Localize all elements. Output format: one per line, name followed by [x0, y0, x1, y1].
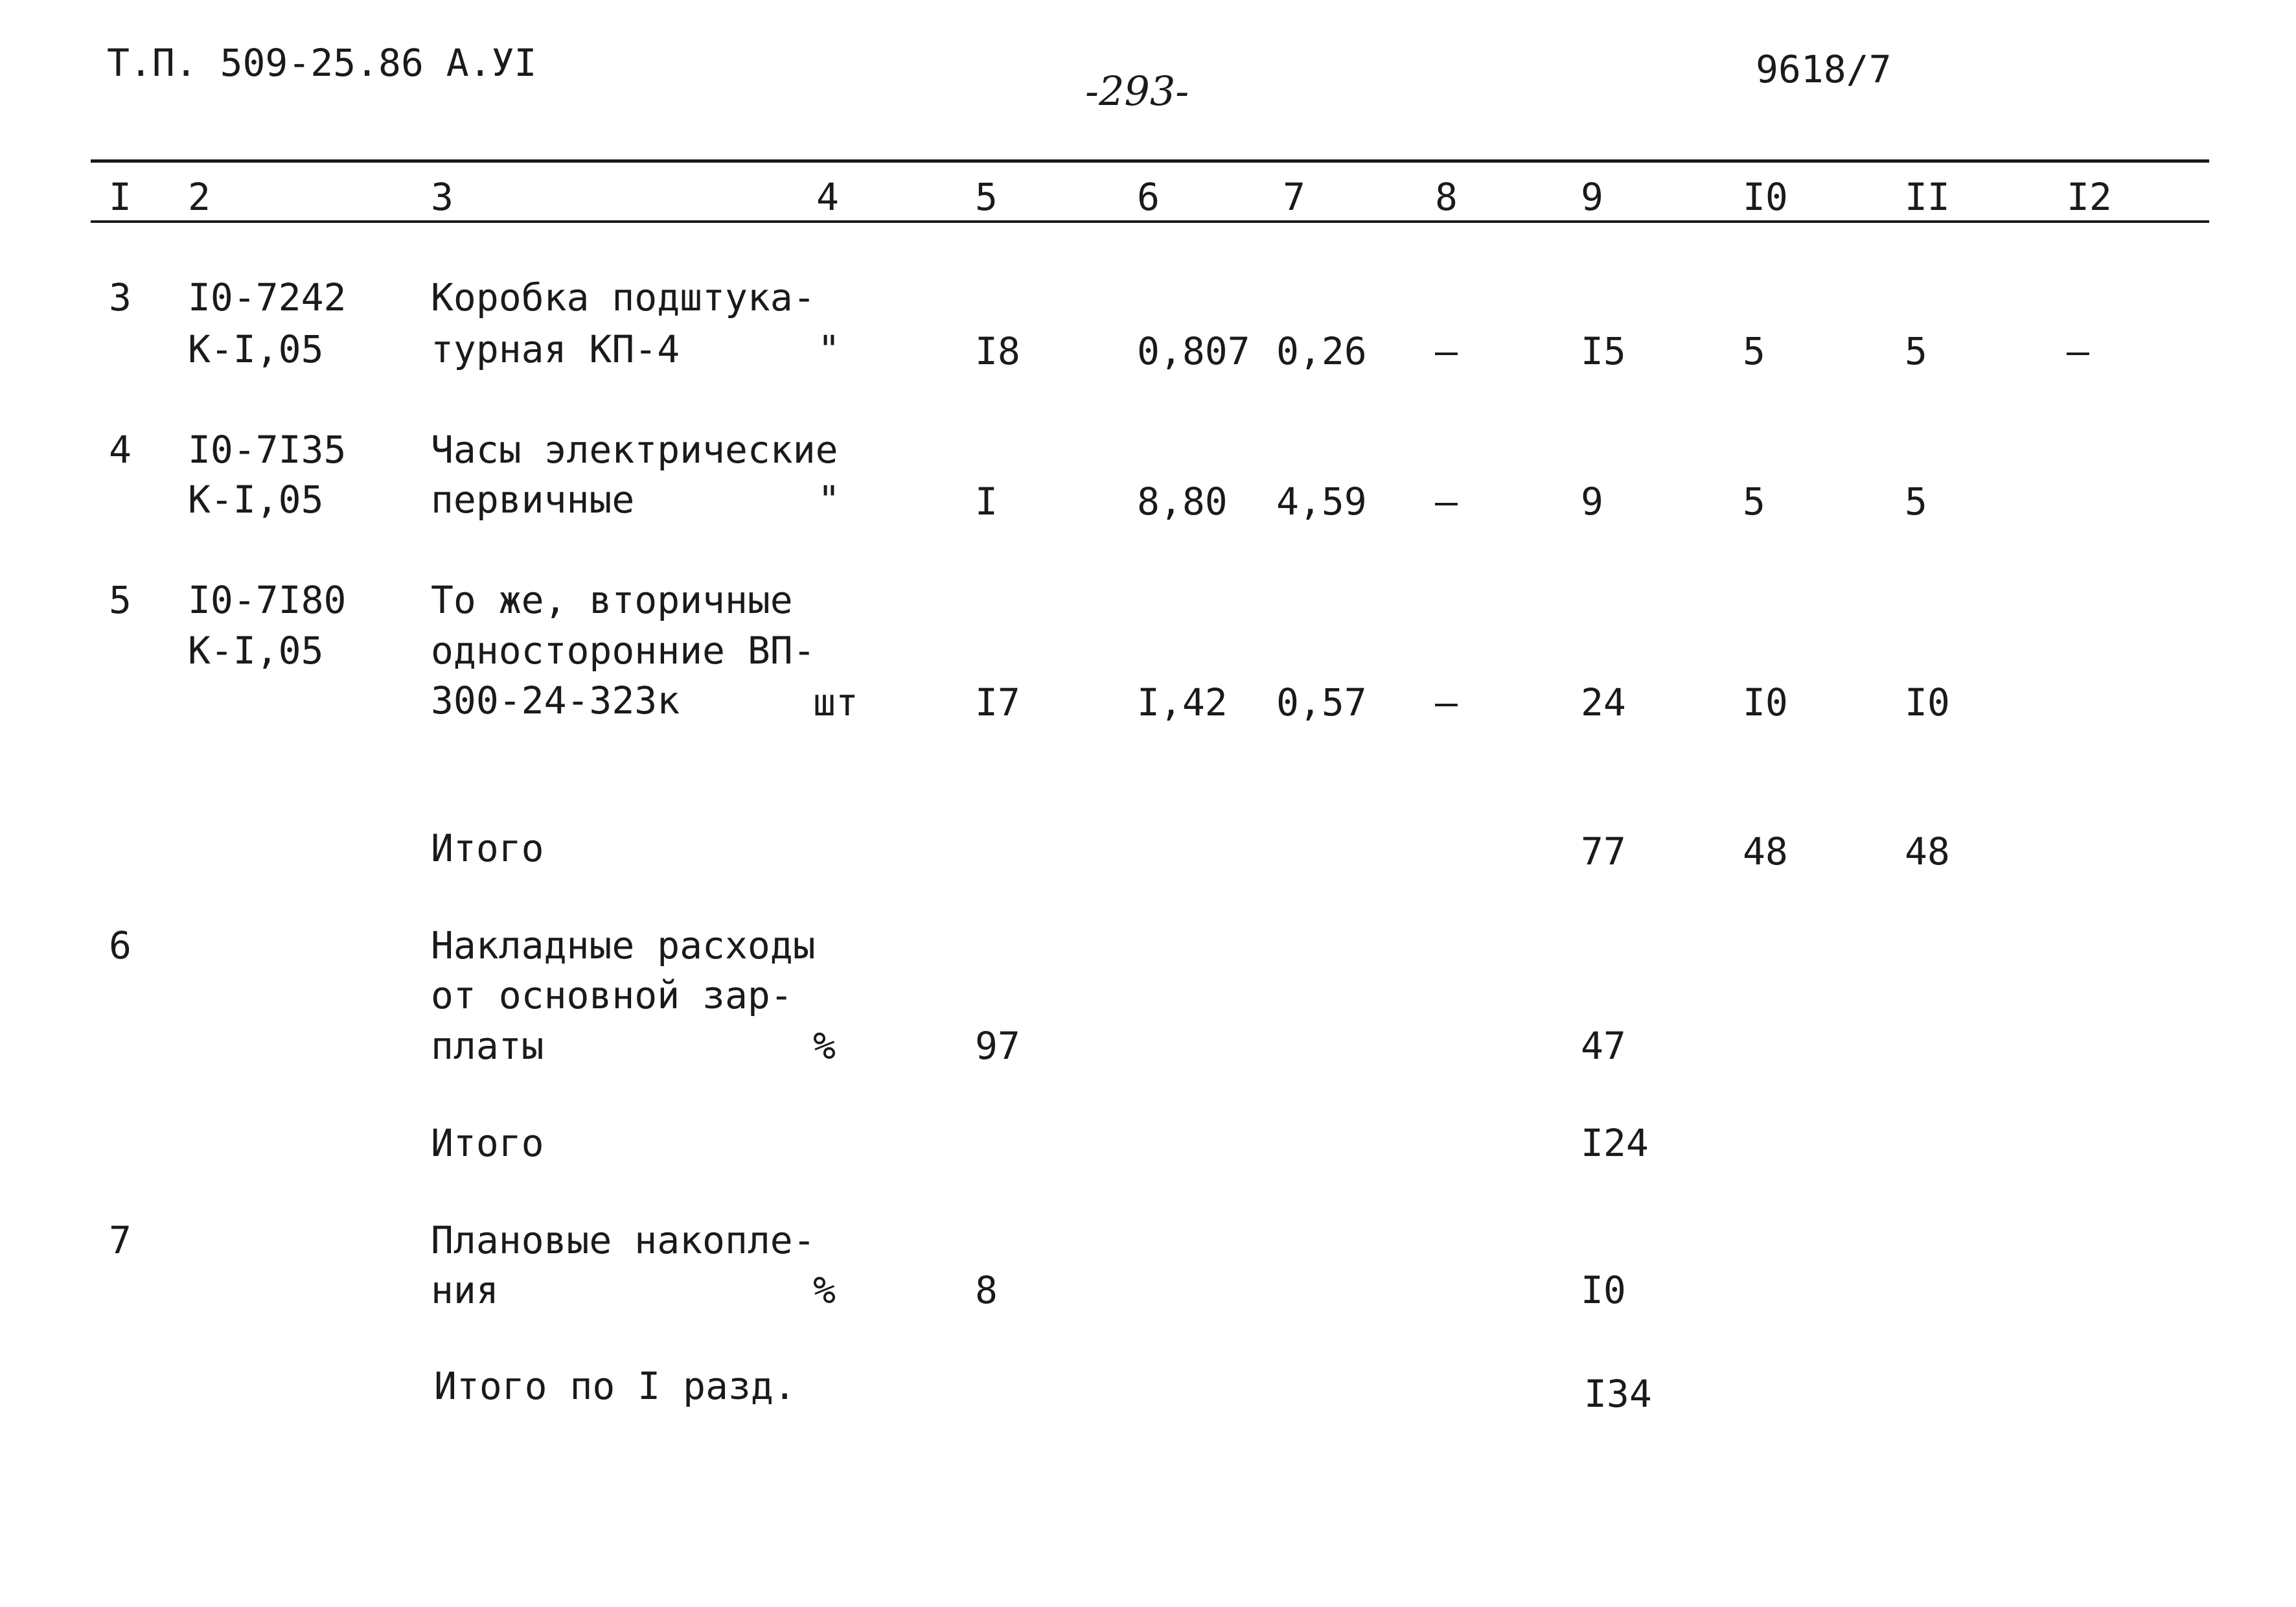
- subtotal-col11: 48: [1905, 829, 1950, 873]
- unit-cost: 0,807: [1137, 329, 1250, 373]
- col8-value: –: [1435, 480, 1458, 524]
- column-header: 5: [975, 175, 998, 219]
- item-name: ния: [431, 1268, 499, 1312]
- column-header: 6: [1137, 175, 1160, 219]
- percent-value: 8: [975, 1268, 998, 1312]
- subtotal-col10: 48: [1743, 829, 1788, 873]
- col11-value: I0: [1905, 680, 1950, 724]
- table-top-rule: [91, 159, 2209, 163]
- row-number: 6: [109, 923, 132, 967]
- unit-wage: 4,59: [1276, 480, 1367, 524]
- item-name: Плановые накопле-: [431, 1218, 816, 1262]
- unit-cost: I,42: [1137, 680, 1228, 724]
- total-cost: I5: [1581, 329, 1626, 373]
- unit-wage: 0,26: [1276, 329, 1367, 373]
- total-cost: I0: [1581, 1268, 1626, 1312]
- column-header: 7: [1283, 175, 1305, 219]
- total-cost: 24: [1581, 680, 1626, 724]
- percent-value: 97: [975, 1024, 1020, 1068]
- item-name: первичные: [431, 478, 635, 522]
- table-header-rule: [91, 220, 2209, 223]
- item-name: платы: [431, 1024, 544, 1068]
- column-header: I0: [1743, 175, 1788, 219]
- price-code: I0-7I80: [188, 578, 347, 622]
- item-name: 300-24-323к: [431, 678, 680, 723]
- item-name: от основной зар-: [431, 973, 793, 1017]
- section-total-cost: I34: [1584, 1372, 1652, 1416]
- column-header: 3: [431, 175, 453, 219]
- subtotal-label: Итого: [431, 1121, 544, 1165]
- column-header: 2: [188, 175, 211, 219]
- total-cost: 47: [1581, 1024, 1626, 1068]
- price-code: I0-7I35: [188, 428, 347, 472]
- subtotal-label: Итого: [431, 826, 544, 870]
- col8-value: –: [1435, 680, 1458, 724]
- price-coefficient: К-I,05: [188, 327, 324, 371]
- document-code: Т.П. 509-25.86 А.УI: [107, 41, 537, 85]
- col10-value: 5: [1743, 329, 1765, 373]
- col11-value: 5: [1905, 480, 1927, 524]
- unit: ": [818, 478, 840, 522]
- price-coefficient: К-I,05: [188, 478, 324, 522]
- unit-wage: 0,57: [1276, 680, 1367, 724]
- item-name: Накладные расходы: [431, 923, 816, 967]
- col10-value: I0: [1743, 680, 1788, 724]
- col8-value: –: [1435, 329, 1458, 373]
- item-name: То же, вторичные: [431, 578, 793, 622]
- column-header: II: [1905, 175, 1950, 219]
- subtotal-cost: I24: [1581, 1121, 1649, 1165]
- unit: %: [813, 1024, 836, 1068]
- subtotal-cost: 77: [1581, 829, 1626, 873]
- item-name: турная КП-4: [431, 327, 680, 371]
- column-header: I: [109, 175, 132, 219]
- quantity: I8: [975, 329, 1020, 373]
- sheet-code: 9618/7: [1756, 47, 1892, 91]
- quantity: I7: [975, 680, 1020, 724]
- column-header: 9: [1581, 175, 1603, 219]
- item-name: Коробка подштука-: [431, 275, 816, 319]
- section-total-label: Итого по I разд.: [434, 1364, 796, 1408]
- unit: %: [813, 1268, 836, 1312]
- row-number: 5: [109, 578, 132, 622]
- row-number: 7: [109, 1218, 132, 1262]
- unit: шт: [813, 680, 858, 724]
- page-number: -293-: [1085, 67, 1189, 115]
- column-header: 8: [1435, 175, 1458, 219]
- price-coefficient: К-I,05: [188, 629, 324, 673]
- item-name: односторонние ВП-: [431, 629, 816, 673]
- price-code: I0-7242: [188, 275, 347, 319]
- quantity: I: [975, 480, 998, 524]
- row-number: 4: [109, 428, 132, 472]
- row-number: 3: [109, 275, 132, 319]
- col11-value: 5: [1905, 329, 1927, 373]
- total-cost: 9: [1581, 480, 1603, 524]
- unit: ": [818, 327, 840, 371]
- col10-value: 5: [1743, 480, 1765, 524]
- unit-cost: 8,80: [1137, 480, 1228, 524]
- item-name: Часы электрические: [431, 428, 838, 472]
- column-header: 4: [816, 175, 839, 219]
- col12-value: –: [2067, 329, 2089, 373]
- column-header: I2: [2067, 175, 2112, 219]
